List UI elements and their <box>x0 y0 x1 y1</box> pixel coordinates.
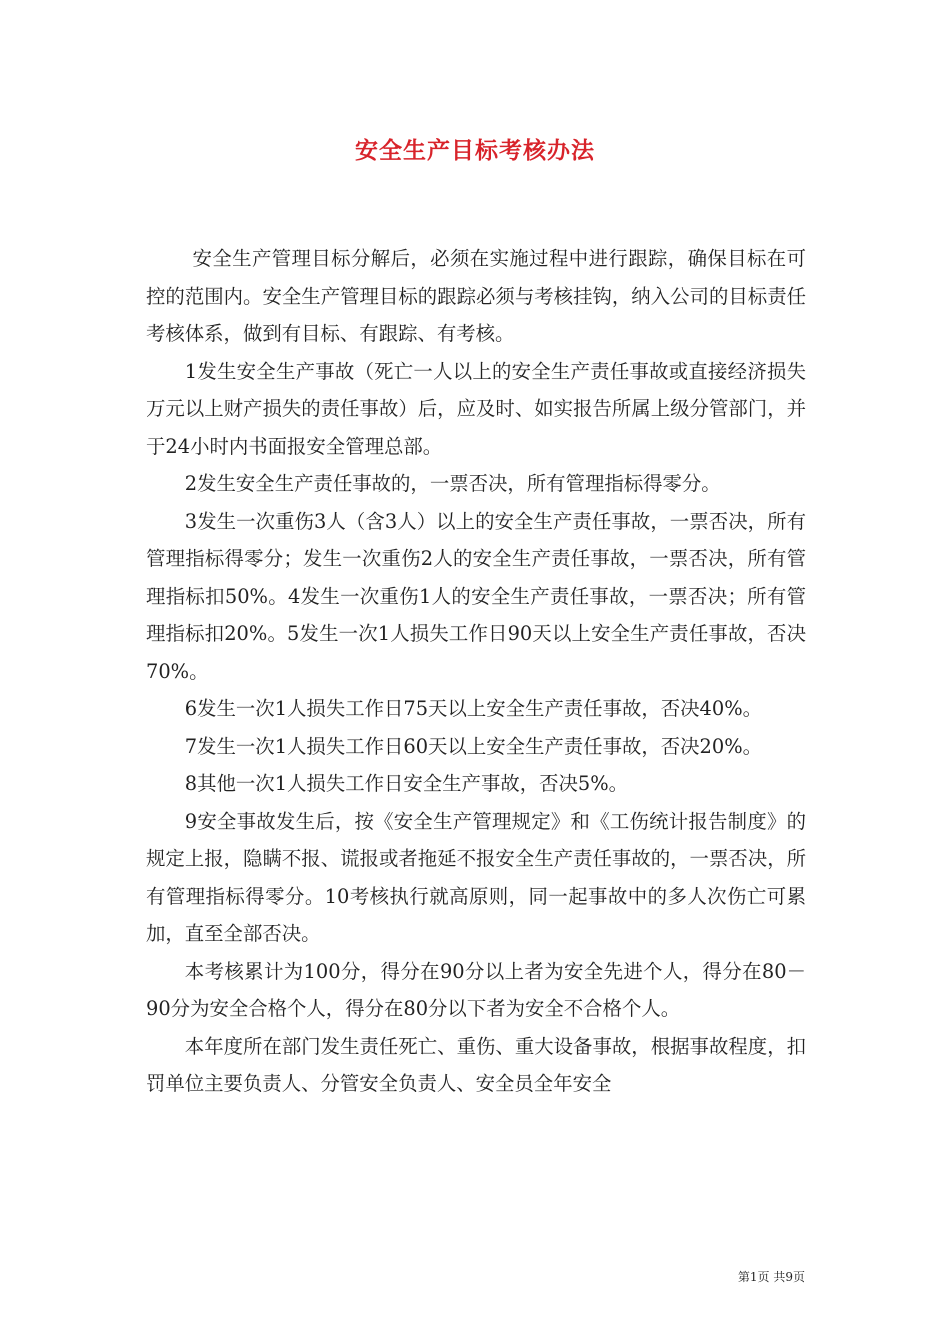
paragraph: 8其他一次1人损失工作日安全生产事故，否决5%。 <box>184 772 629 795</box>
paragraph: 9安全事故发生后，按《安全生产管理规定》和《工伤统计报告制度》的规定上报，隐瞒不报、谎报或者拖延不报安全生产责任事故的，一票否决，所有管理指标得零分。10考核执行就高原则，同一起事故中的多人次伤亡可累加，直至全部否决。 <box>146 809 806 945</box>
paragraph: 安全生产管理目标分解后，必须在实施过程中进行跟踪，确保目标在可控的范围内。安全生产管理目标的跟踪必须与考核挂钩，纳入公司的目标责任考核体系，做到有目标、有跟踪、有考核。 <box>146 247 806 345</box>
paragraph: 6发生一次1人损失工作日75天以上安全生产责任事故，否决40%。 <box>184 697 763 720</box>
paragraph: 本年度所在部门发生责任死亡、重伤、重大设备事故，根据事故程度，扣罚单位主要负责人、分管安全负责人、安全员全年安全 <box>146 1034 806 1095</box>
document-body <box>146 240 806 1103</box>
paragraph: 7发生一次1人损失工作日60天以上安全生产责任事故，否决20%。 <box>184 734 763 758</box>
paragraph: 本考核累计为100分，得分在90分以上者为安全先进个人，得分在80－90分为安全合格个人，得分在80分以下者为安全不合格个人。 <box>146 959 806 1020</box>
page-number: 第1页 共9页 <box>737 1270 805 1284</box>
paragraph: 3发生一次重伤3人（含3人）以上的安全生产责任事故，一票否决，所有管理指标得零分；发生一次重伤2人的安全生产责任事故，一票否决，所有管理指标扣50%。4发生一次重伤1人的安全生产责任事故，一票否决；所有管理指标扣20%。5发生一次1人损失工作日90天以上安全生产责任事故，否决70%。 <box>146 509 806 683</box>
paragraph: 2发生安全生产责任事故的，一票否决，所有管理指标得零分。 <box>184 472 721 495</box>
document-title: 安全生产目标考核办法 <box>355 138 595 164</box>
paragraph: 1发生安全生产事故（死亡一人以上的安全生产责任事故或直接经济损失万元以上财产损失的责任事故）后，应及时、如实报告所属上级分管部门，并于24小时内书面报安全管理总部。 <box>146 359 806 458</box>
